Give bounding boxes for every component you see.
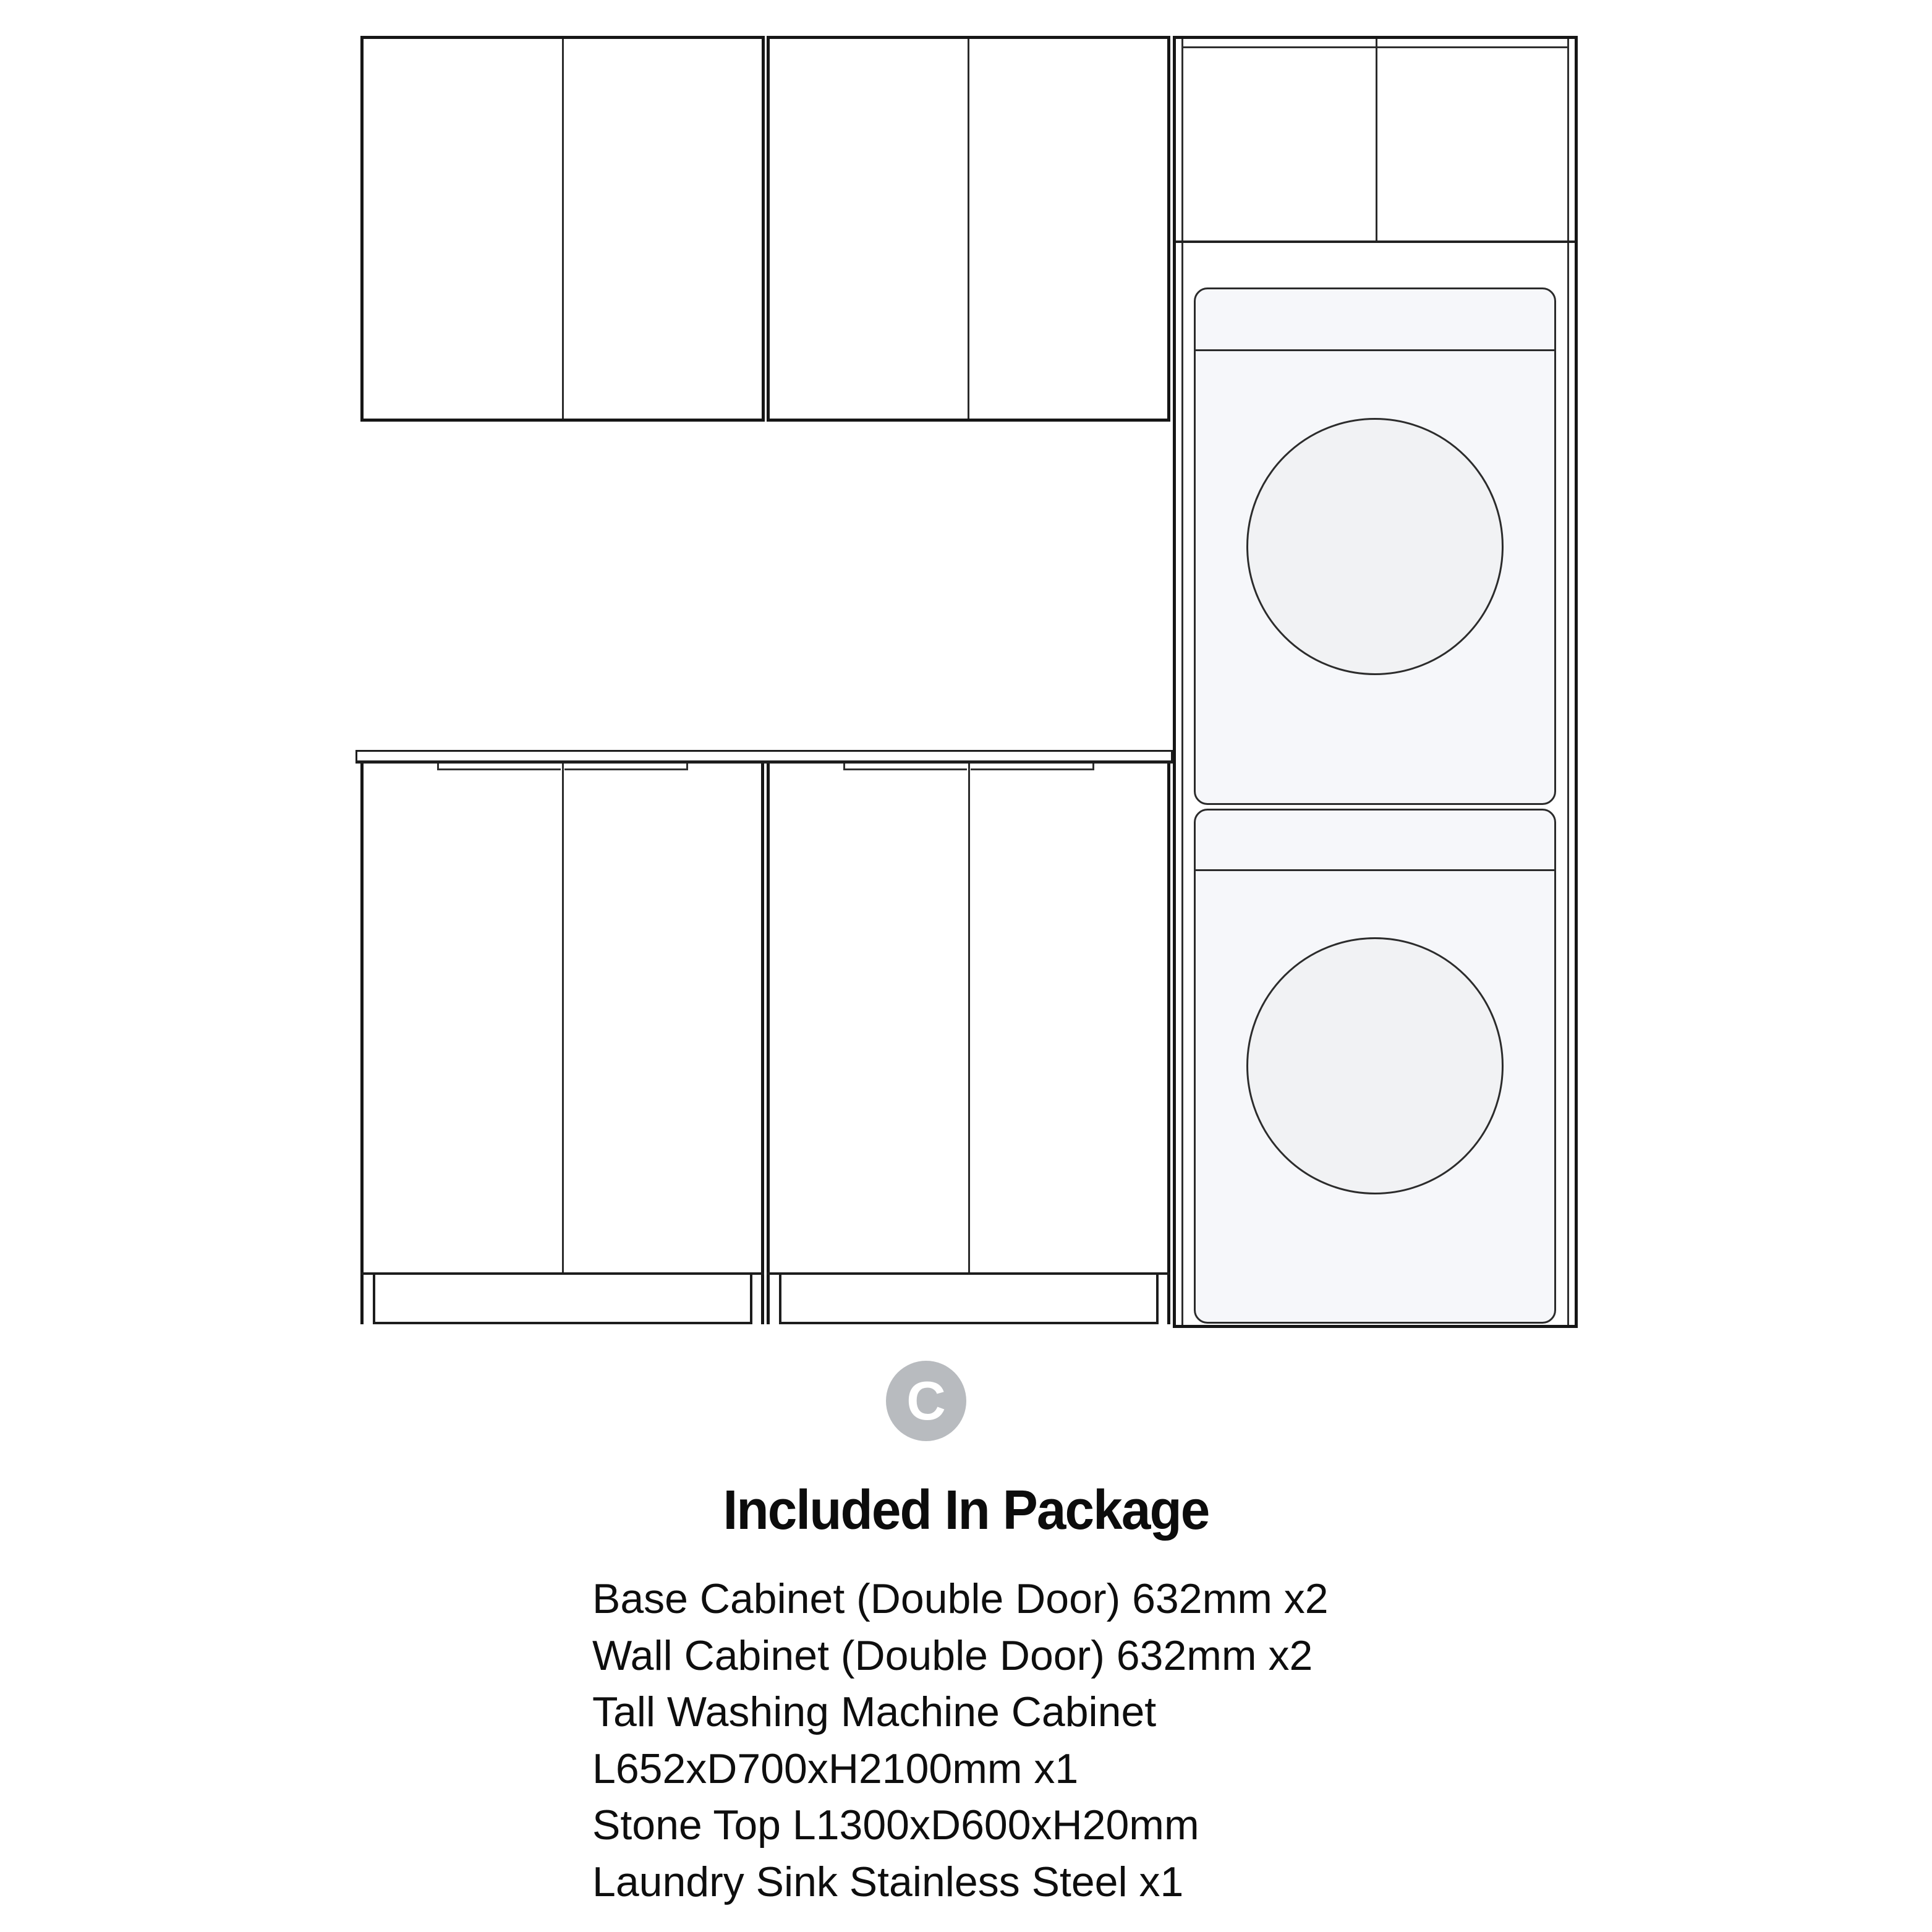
brand-logo-badge bbox=[886, 1361, 966, 1441]
base-cabinet-2-kickboard-bottom bbox=[779, 1322, 1159, 1324]
tall-washing-machine-cabinet bbox=[1173, 36, 1578, 1328]
wall-cabinet-2-door-divider bbox=[968, 39, 969, 419]
package-item: Base Cabinet (Double Door) 632mm x2 bbox=[592, 1575, 1329, 1622]
base-cabinet-1-right-door-handle-groove bbox=[564, 768, 688, 770]
base-cabinet-1-kickboard-bottom bbox=[373, 1322, 752, 1324]
stone-top bbox=[355, 750, 1173, 764]
package-item: Stone Top L1300xD600xH20mm bbox=[592, 1802, 1199, 1849]
washing-machine-upper-drum-door bbox=[1246, 418, 1504, 675]
washing-machine-lower-drum-door bbox=[1246, 937, 1504, 1194]
washing-machine-upper-control-panel-line bbox=[1196, 349, 1554, 351]
wall-cabinet-1 bbox=[360, 36, 765, 422]
base-cabinet-1-right-side bbox=[761, 762, 764, 1324]
package-item: L652xD700xH2100mm x1 bbox=[592, 1745, 1079, 1792]
wall-cabinet-2 bbox=[767, 36, 1170, 422]
base-cabinet-1-left-door-handle-groove bbox=[437, 768, 561, 770]
base-cabinet-2-right-side bbox=[1167, 762, 1170, 1324]
tall-cabinet-cupboard-shelf-line bbox=[1176, 240, 1575, 243]
base-cabinet-1-kickboard-right bbox=[750, 1275, 752, 1322]
base-cabinet-2-kickboard-right bbox=[1156, 1275, 1159, 1322]
base-cabinet-2-left-door-handle-groove bbox=[843, 768, 967, 770]
base-cabinet-2-door-bottom-line bbox=[767, 1272, 1170, 1275]
package-item: Laundry Sink Stainless Steel x1 bbox=[592, 1858, 1184, 1905]
base-cabinet-1-door-bottom-line bbox=[360, 1272, 764, 1275]
package-title: Included In Package bbox=[723, 1479, 1209, 1541]
wall-cabinet-1-door-divider bbox=[562, 39, 564, 419]
package-item: Tall Washing Machine Cabinet bbox=[592, 1688, 1157, 1735]
washing-machine-lower bbox=[1194, 809, 1556, 1324]
washing-machine-lower-control-panel-line bbox=[1196, 869, 1554, 871]
base-cabinet-2-kickboard-left bbox=[779, 1275, 781, 1322]
brand-logo-letter: C bbox=[906, 1370, 946, 1431]
tall-cabinet-right-panel bbox=[1567, 39, 1569, 1325]
base-cabinet-1-door-divider bbox=[562, 762, 564, 1272]
base-cabinet-2-right-door-handle-groove bbox=[971, 768, 1094, 770]
tall-cabinet-cupboard-door-divider bbox=[1376, 39, 1377, 240]
base-cabinet-2-door-divider bbox=[968, 762, 970, 1272]
washing-machine-upper bbox=[1194, 287, 1556, 805]
base-cabinet-1-left-side bbox=[360, 762, 364, 1324]
base-cabinet-1-kickboard-left bbox=[373, 1275, 375, 1322]
tall-cabinet-left-panel bbox=[1181, 39, 1183, 1325]
package-items-list bbox=[592, 1571, 1329, 1910]
package-item: Wall Cabinet (Double Door) 632mm x2 bbox=[592, 1632, 1313, 1679]
base-cabinet-1 bbox=[360, 762, 764, 1324]
base-cabinet-2-left-side bbox=[767, 762, 770, 1324]
base-cabinet-2 bbox=[767, 762, 1170, 1324]
